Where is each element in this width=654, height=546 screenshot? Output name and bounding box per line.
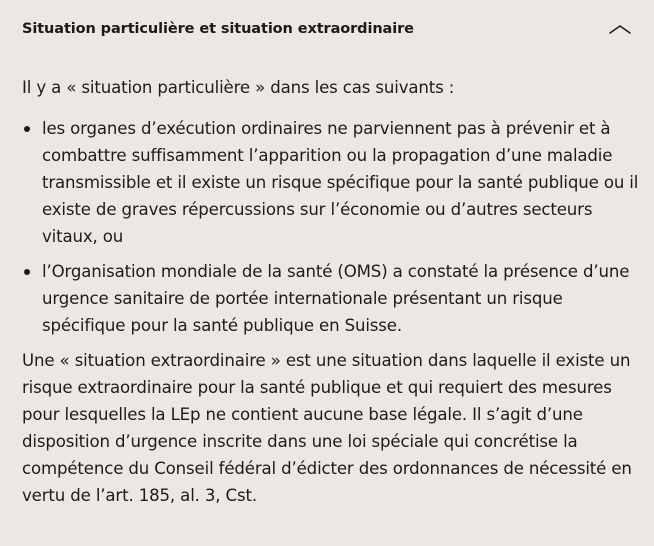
- list-item: [22, 115, 640, 250]
- bullet-icon: [24, 269, 30, 275]
- extraordinary-situation-text: Une « situation extraordinaire » est une situation dans laquelle il existe un risque extraordinaire pour la santé publique et qui requiert des mesures pour lesquelles la LEp ne contient aucune base légale. Il s’agit d’une disposition d’urgence inscrite dans une loi spéciale qui concrétise la compétence du Conseil fédéral d’édicter des ordonnances de nécessité en vertu de l’art. 185, al. 3, Cst.: [22, 351, 632, 505]
- accordion-content: [22, 74, 640, 509]
- chevron-up-icon[interactable]: [608, 22, 632, 36]
- list-item-text: l’Organisation mondiale de la santé (OMS) a constaté la présence d’une urgence sanitaire de portée internationale présentant un risque spécifique pour la santé publique en Suisse.: [42, 262, 630, 335]
- accordion-title: Situation particulière et situation extraordinaire: [22, 21, 414, 37]
- criteria-list: [22, 115, 640, 339]
- bullet-icon: [24, 126, 30, 132]
- accordion-header[interactable]: [22, 14, 632, 44]
- intro-text: Il y a « situation particulière » dans les cas suivants :: [22, 78, 455, 97]
- list-item: [22, 258, 640, 339]
- list-item-text: les organes d’exécution ordinaires ne parviennent pas à prévenir et à combattre suffisamment l’apparition ou la propagation d’une maladie transmissible et il existe un risque spécifique pour la santé publique ou il existe de graves répercussions sur l’économie ou d’autres secteurs vitaux, ou: [42, 119, 639, 246]
